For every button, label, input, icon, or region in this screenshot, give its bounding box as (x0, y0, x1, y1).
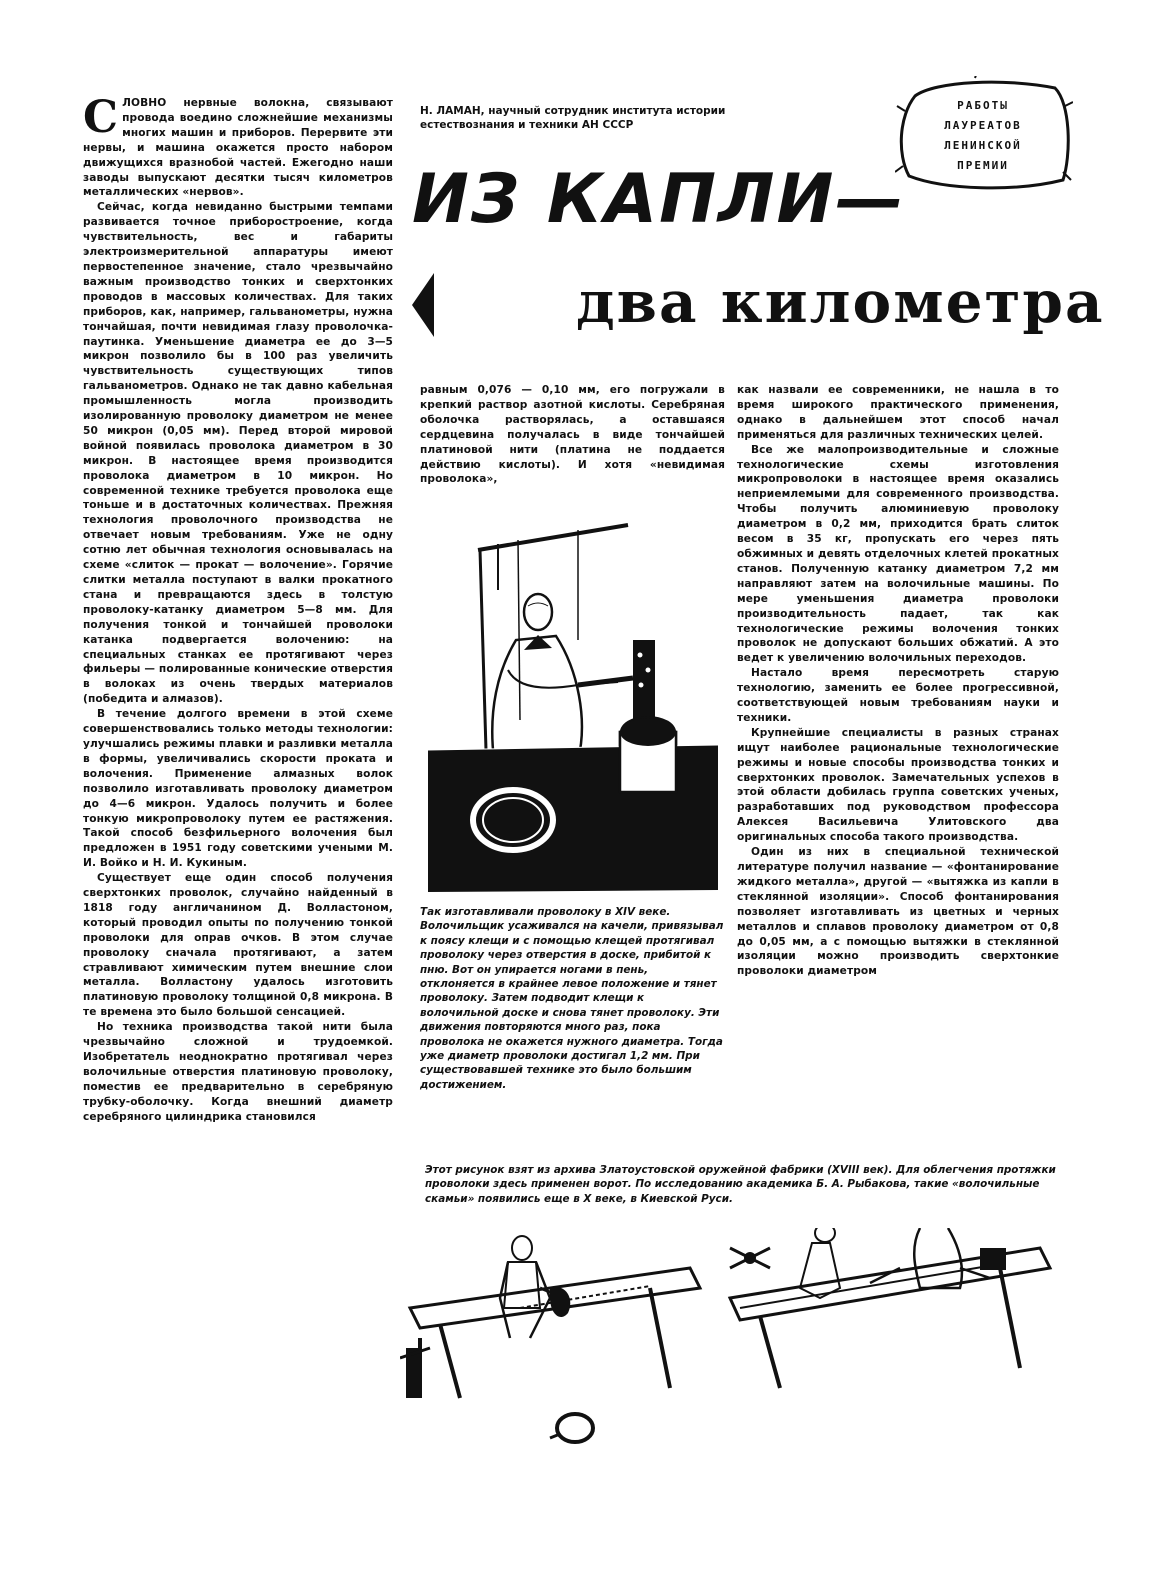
paragraph: Крупнейшие специалисты в разных странах ищут наиболее рациональные технологические режимы и новые способы производства тонких и сверхтонких проволок. Замечательных успехов в этой области добилась группа советских ученых, разработавших под руководством профессора Алексея Васильевича Улитовского два оригинальных способа такого производства. (737, 726, 1059, 844)
article-column-1 (83, 92, 393, 1125)
paragraph: В течение долгого времени в этой схеме совершенствовались только методы технологии: улучшались режимы плавки и разливки металла в формы, увеличивались скорости проката и волочения. Применение алмазных волок позволило изготавливать проволоку диаметром до 4—6 микрон. Удалось получить и более тонкую микропроволоку путем ее растяжения. Такой способ безфильерного волочения был предложен в 1951 году советскими учеными М. И. Войко и Н. И. Кукиным. (83, 708, 393, 870)
title-line-1: ИЗ КАПЛИ— (412, 160, 906, 239)
paragraph: Но техника производства такой нити была чрезвычайно сложной и трудоемкой. Изобретатель неоднократно протягивал через волочильные отверстия платиновую проволоку, поместив ее предварительно в серебряную трубку-оболочку. Когда внешний диаметр серебряного цилиндрика становился (83, 1021, 393, 1123)
stamp-line-3: ЛЕНИНСКОЙ (944, 139, 1022, 152)
article-column-2 (420, 383, 725, 487)
paragraph: равным 0,076 — 0,10 мм, его погружали в крепкий раствор азотной кислоты. Серебряная оболочка растворялась, а оставшаяся сердцевина получалась в виде тончайшей платиновой нити (платина не поддается действию кислоты). И хотя «невидимая проволока», (420, 384, 725, 486)
arrow-left-icon (412, 273, 436, 337)
wire-drawer-illustration (428, 520, 728, 900)
paragraph: Один из них в специальной технической литературе получил название — «фонтанирование жидкого металла», другой — «вытяжка из капли в стеклянной изоляции». Способ фонтанирования позволяет изготавливать из цветных и черных металлов и сплавов проволоку диаметром от 0,8 до 0,05 мм, а с помощью вытяжки в стеклянной изоляции можно производить сверхтонкие проволоки диаметром (737, 846, 1059, 978)
article-column-3 (737, 383, 1059, 979)
paragraph (83, 92, 393, 200)
title-line-2: два километра (576, 268, 1105, 336)
drawing-bench-illustration (400, 1228, 1060, 1458)
paragraph: как назвали ее современники, не нашла в то время широкого практического применения, однако в дальнейшем этот способ начал применяться для различных технических целей. (737, 384, 1059, 441)
stamp-line-1: РАБОТЫ (957, 99, 1009, 112)
paragraph: Сейчас, когда невиданно быстрыми темпами развивается точное приборостроение, когда чувствительность, вес и габариты электроизмерительной аппаратуры имеют первостепенное значение, стало чрезвычайно важным производство тонких и сверхтонких проводов в массовых количествах. Для таких приборов, как, например, гальванометры, нужна тончайшая, почти невидимая глазу проволочка-паутинка. Уменьшение диаметра ее до 3—5 микрон позволило бы в 100 раз увеличить чувствительность существующих типов гальванометров. Однако не так давно кабельная промышленность могла производить изолированную проволоку диаметром не менее 50 микрон (0,05 мм). Перед второй мировой войной появилась проволока диаметром в 30 микрон. В настоящее время производится проволока диаметром в 10 микрон. Но современной технике требуется проволока еще тоньше и в достаточных количествах. Прежняя технология проволочного производства не отвечает новым требованиям. Уже не одну сотню лет обычная технология основывалась на схеме «слиток — прокат — волочение». Горячие слитки металла поступают в валки прокатного стана и превращаются здесь в толстую проволоку-катанку диаметром 5—8 мм. Для получения тонкой и тончайшей проволоки катанка подвергается волочению: на специальных станках ее протягивают через фильеры — полированные конические отверстия в волоках из очень твердых материалов (победита и алмазов). (83, 201, 393, 706)
paragraph: Существует еще один способ получения сверхтонких проволок, случайно найденный в 1818 году англичанином Д. Волластоном, который проводил опыты по получению тонкой проволоки для оправ очков. В этом случае проволоку сначала протягивают, а затем стравливают химическим путем внешние слои металла. Волластону удалось изготовить платиновую проволоку толщиной 0,8 микрона. В те времена это было большой сенсацией. (83, 872, 393, 1019)
laureate-stamp (908, 96, 1058, 176)
byline: Н. ЛАМАН, научный сотрудник института истории естествознания и техники АН СССР (420, 105, 726, 131)
caption-illustration-2: Этот рисунок взят из архива Златоустовской оружейной фабрики (XVIII век). Для облегчения протяжки проволоки здесь применен ворот. По исследованию академика Б. А. Рыбакова, такие «волочильные скамьи» появились еще в X веке, в Киевской Руси. (425, 1164, 1056, 1205)
stamp-line-2: ЛАУРЕАТОВ (944, 119, 1022, 132)
caption-illustration-1: Так изготавливали проволоку в XIV веке. Волочильщик усаживался на качели, привязывал к поясу клещи и с помощью клещей протягивал проволоку через отверстия в доске, прибитой к пню. Вот он упирается ногами в пень, отклоняется в крайнее левое положение и тянет проволоку. Затем подводит клещи к волочильной доске и снова тянет проволоку. Эти движения повторяются много раз, пока проволока не окажется нужного диаметра. Тогда уже диаметр проволоки достигал 1,2 мм. При существовавшей технике это было большим достижением. (420, 906, 724, 1091)
paragraph: Настало время пересмотреть старую технологию, заменить ее более прогрессивной, соответствующей новым требованиям науки и техники. (737, 667, 1059, 724)
drop-cap: С (83, 92, 119, 143)
paragraph: Все же малопроизводительные и сложные технологические схемы изготовления микропроволоки в настоящее время оказались неприемлемыми для современного производства. Чтобы получить алюминиевую проволоку диаметром в 0,2 мм, приходится брать слиток весом в 35 кг, пропускать его через пять обжимных и девять отделочных клетей прокатных станов. Полученную катанку диаметром 7,2 мм направляют затем на волочильные машины. По мере уменьшения диаметра проволоки производительность падает, так как технологические режимы волочения тонких проволок не допускают больших обжатий. А это ведет к увеличению волочильных переходов. (737, 443, 1059, 665)
stamp-line-4: ПРЕМИИ (957, 159, 1009, 172)
paragraph-text: ЛОВНО нервные волокна, связывают провода воедино сложнейшие механизмы многих машин и приборов. Перервите эти нервы, и машина окажется просто набором движущихся вразнобой частей. Ежегодно наши заводы выпускают десятки тысяч километров металлических «нервов». (83, 97, 393, 199)
